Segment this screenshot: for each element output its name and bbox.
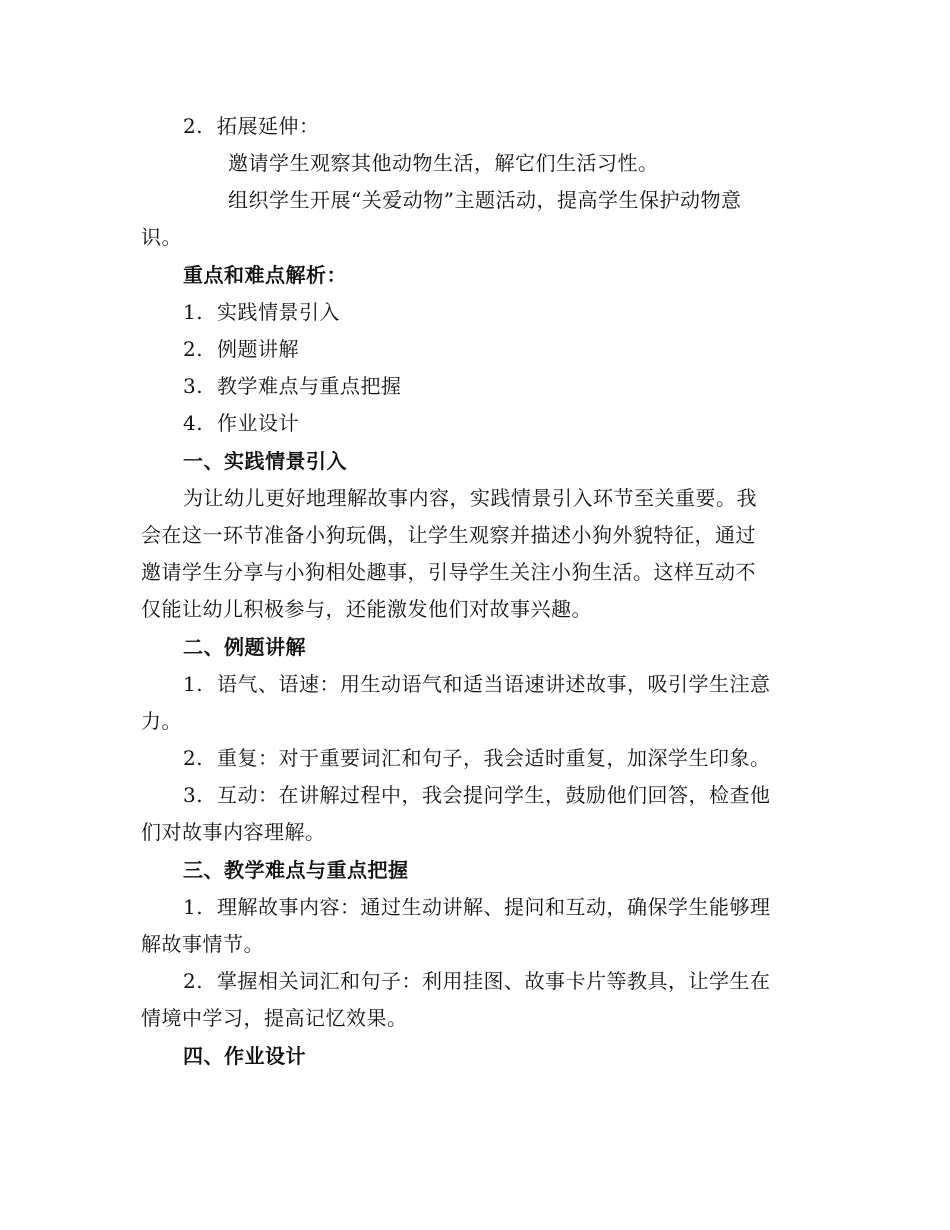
list-item [183, 968, 771, 994]
list-number: 1. [183, 895, 204, 919]
paragraph-line: 邀请学生分享与小狗相处趣事，引导学生关注小狗生活。这样互动不 [141, 560, 756, 584]
list-number: 3. [183, 783, 204, 807]
list-text: 重复：对于重要词汇和句子，我会适时重复，加深学生印象。 [217, 746, 771, 770]
section-heading-2: 二、例题讲解 [183, 635, 306, 659]
list-text: 理解故事内容：通过生动讲解、提问和互动，确保学生能够理 [217, 895, 771, 919]
list-text: 掌握相关词汇和句子：利用挂图、故事卡片等教具，让学生在 [217, 969, 771, 993]
paragraph-line: 情境中学习，提高记忆效果。 [141, 1006, 408, 1030]
list-item [183, 373, 402, 399]
list-number: 2. [183, 337, 204, 361]
list-item [183, 671, 771, 697]
list-text: 教学难点与重点把握 [217, 374, 402, 398]
list-number: 3. [183, 374, 204, 398]
section-heading-1: 一、实践情景引入 [183, 449, 347, 473]
paragraph-line: 力。 [141, 709, 182, 733]
paragraph-line: 邀请学生观察其他动物生活，解它们生活习性。 [228, 151, 659, 175]
paragraph-line: 识。 [141, 225, 182, 249]
list-number: 2. [183, 746, 204, 770]
paragraph-line: 为让幼儿更好地理解故事内容，实践情景引入环节至关重要。我 [183, 486, 757, 510]
list-text: 作业设计 [217, 411, 299, 435]
list-item [183, 894, 771, 920]
list-item [183, 745, 771, 771]
list-number: 2. [183, 114, 204, 138]
section-heading-3: 三、教学难点与重点把握 [183, 858, 409, 882]
section-heading-key-points: 重点和难点解析： [183, 263, 347, 287]
list-item [183, 782, 771, 808]
paragraph-line: 会在这一环节准备小狗玩偶，让学生观察并描述小狗外貌特征，通过 [141, 523, 756, 547]
paragraph-line: 组织学生开展“关爱动物”主题活动，提高学生保护动物意 [228, 188, 742, 212]
list-item [183, 410, 299, 436]
list-number: 2. [183, 969, 204, 993]
list-number: 4. [183, 411, 204, 435]
paragraph-line: 们对故事内容理解。 [141, 820, 326, 844]
section-heading-4: 四、作业设计 [183, 1044, 306, 1068]
list-number: 1. [183, 300, 204, 324]
paragraph-line: 仅能让幼儿积极参与，还能激发他们对故事兴趣。 [141, 597, 592, 621]
list-number: 1. [183, 672, 204, 696]
list-text: 互动：在讲解过程中，我会提问学生，鼓励他们回答，检查他 [217, 783, 771, 807]
list-text: 拓展延伸： [217, 114, 320, 138]
list-item [183, 299, 340, 325]
list-text: 实践情景引入 [217, 300, 340, 324]
list-text: 例题讲解 [217, 337, 299, 361]
list-item-extension [183, 113, 320, 139]
paragraph-line: 解故事情节。 [141, 932, 264, 956]
list-item [183, 336, 299, 362]
list-text: 语气、语速：用生动语气和适当语速讲述故事，吸引学生注意 [217, 672, 771, 696]
